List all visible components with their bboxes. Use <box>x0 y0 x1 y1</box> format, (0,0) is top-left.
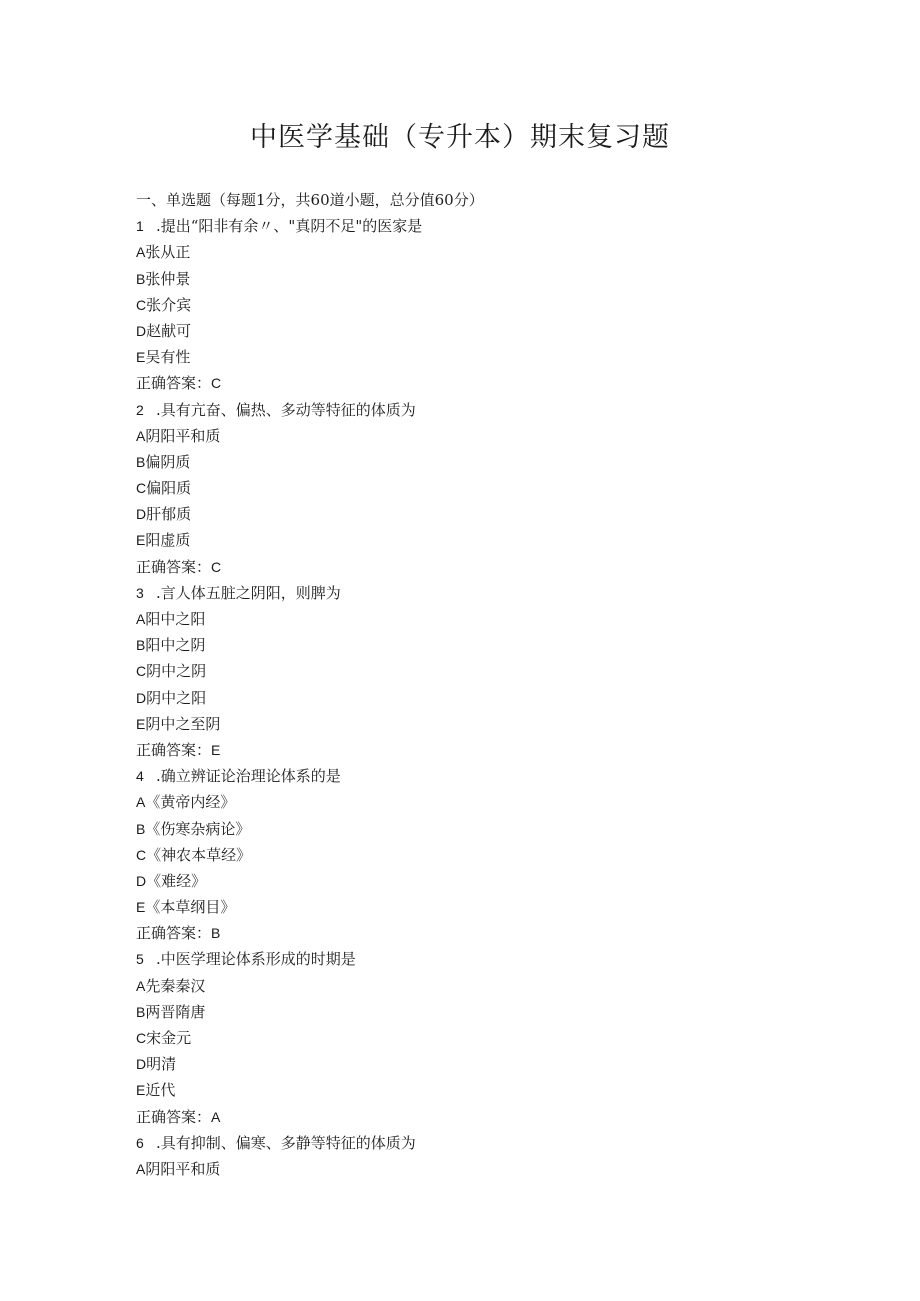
option-letter: A <box>136 1160 146 1177</box>
option <box>136 527 836 553</box>
option <box>136 632 836 658</box>
option-text: 张仲景 <box>145 269 191 288</box>
option-text: 《难经》 <box>146 871 207 890</box>
option <box>136 973 836 999</box>
option <box>136 239 836 265</box>
option-letter: A <box>136 794 146 811</box>
option-text: 阴阳平和质 <box>145 1159 221 1178</box>
question-text: .言人体五脏之阴阳，则脾为 <box>156 583 341 602</box>
option-text: 阳虚质 <box>145 531 191 550</box>
option-letter: C <box>136 480 147 497</box>
option-letter: D <box>136 872 147 889</box>
answer-label: 正确答案： <box>136 374 212 393</box>
option-letter: E <box>136 349 146 366</box>
option-text: 阳中之阴 <box>145 636 206 655</box>
option-text: 赵献可 <box>146 321 192 340</box>
question-text: .确立辨证论治理论体系的是 <box>156 767 341 786</box>
question-number: 3 <box>136 584 144 601</box>
question-list <box>136 187 836 1182</box>
option <box>136 475 836 501</box>
option-letter: E <box>136 1082 146 1099</box>
section-heading: 一、单选题（每题1分，共60道小题，总分值60分） <box>136 191 484 209</box>
option <box>136 1025 836 1051</box>
option-letter: A <box>136 977 146 994</box>
option <box>136 266 836 292</box>
option-letter: B <box>136 1003 146 1020</box>
option-letter: E <box>136 532 146 549</box>
option-text: 张介宾 <box>146 295 192 314</box>
answer-label: 正确答案： <box>136 557 212 576</box>
answer-value: C <box>211 375 222 392</box>
answer-value: C <box>211 558 222 575</box>
option-text: 先秦秦汉 <box>145 976 206 995</box>
option-letter: D <box>136 506 147 523</box>
option <box>136 658 836 684</box>
option <box>136 842 836 868</box>
option-letter: B <box>136 453 146 470</box>
option <box>136 711 836 737</box>
answer-label: 正确答案： <box>136 1107 212 1126</box>
answer-value: B <box>211 925 221 942</box>
option-text: 张从正 <box>145 243 191 262</box>
option <box>136 999 836 1025</box>
option-letter: C <box>136 296 147 313</box>
option <box>136 318 836 344</box>
option-letter: C <box>136 1030 147 1046</box>
answer-value: A <box>211 1108 221 1125</box>
option <box>136 816 836 842</box>
question-number: 5 <box>136 951 144 968</box>
option-letter: C <box>136 846 147 863</box>
question-text: .中医学理论体系形成的时期是 <box>156 950 356 969</box>
option <box>136 423 836 449</box>
option-letter: E <box>136 715 146 732</box>
option-text: 近代 <box>145 1081 176 1100</box>
option-letter: B <box>136 270 146 287</box>
answer-label: 正确答案： <box>136 924 212 943</box>
question-stem <box>136 397 836 423</box>
option <box>136 894 836 920</box>
option-letter: C <box>136 663 147 680</box>
option-text: 肝郁质 <box>146 505 192 524</box>
answer-line <box>136 1104 836 1130</box>
question-text: .具有亢奋、偏热、多动等特征的体质为 <box>156 400 416 419</box>
question-stem <box>136 580 836 606</box>
option-letter: D <box>136 689 147 706</box>
option-text: 吴有性 <box>145 348 191 367</box>
option-text: 两晋隋唐 <box>145 1002 206 1021</box>
answer-line <box>136 920 836 946</box>
option-letter: D <box>136 322 147 339</box>
answer-value: E <box>211 741 221 758</box>
question-stem <box>136 946 836 972</box>
question-number: 6 <box>136 1134 144 1151</box>
option <box>136 1051 836 1077</box>
option-text: 阴中之阳 <box>146 688 207 707</box>
option-letter: D <box>136 1056 147 1073</box>
page-title: 中医学基础（专升本）期末复习题 <box>250 122 670 153</box>
option <box>136 292 836 318</box>
option-text: 宋金元 <box>146 1029 192 1047</box>
question-number: 1 <box>136 218 144 235</box>
option <box>136 344 836 370</box>
answer-line <box>136 554 836 580</box>
option <box>136 606 836 632</box>
option-letter: E <box>136 899 146 916</box>
option-text: 阴中之至阴 <box>145 714 221 733</box>
question-stem <box>136 763 836 789</box>
option <box>136 685 836 711</box>
option-text: 偏阳质 <box>146 479 192 498</box>
option <box>136 1156 836 1182</box>
option <box>136 1077 836 1103</box>
option-text: 阴阳平和质 <box>145 426 221 445</box>
question-number: 4 <box>136 768 144 785</box>
option <box>136 789 836 815</box>
question-stem <box>136 213 836 239</box>
option-letter: B <box>136 820 146 837</box>
option <box>136 868 836 894</box>
answer-line <box>136 737 836 763</box>
option-text: 明清 <box>146 1055 177 1074</box>
option-text: 《伤寒杂病论》 <box>145 819 251 838</box>
option <box>136 501 836 527</box>
option-letter: B <box>136 637 146 654</box>
option <box>136 449 836 475</box>
option-text: 《神农本草经》 <box>146 845 252 864</box>
question-number: 2 <box>136 401 144 418</box>
answer-label: 正确答案： <box>136 740 212 759</box>
option-letter: A <box>136 244 146 261</box>
option-letter: A <box>136 611 146 627</box>
question-text: .具有抑制、偏寒、多静等特征的体质为 <box>156 1133 416 1152</box>
question-stem <box>136 1130 836 1156</box>
option-text: 《黄帝内经》 <box>145 793 236 812</box>
question-text: .提出“阳非有余〃、"真阴不足"的医家是 <box>156 217 423 236</box>
option-letter: A <box>136 427 146 444</box>
option-text: 阳中之阳 <box>145 610 206 628</box>
option-text: 《本草纲目》 <box>145 898 236 917</box>
option-text: 阴中之阴 <box>146 662 207 681</box>
option-text: 偏阴质 <box>145 452 191 471</box>
answer-line <box>136 370 836 396</box>
